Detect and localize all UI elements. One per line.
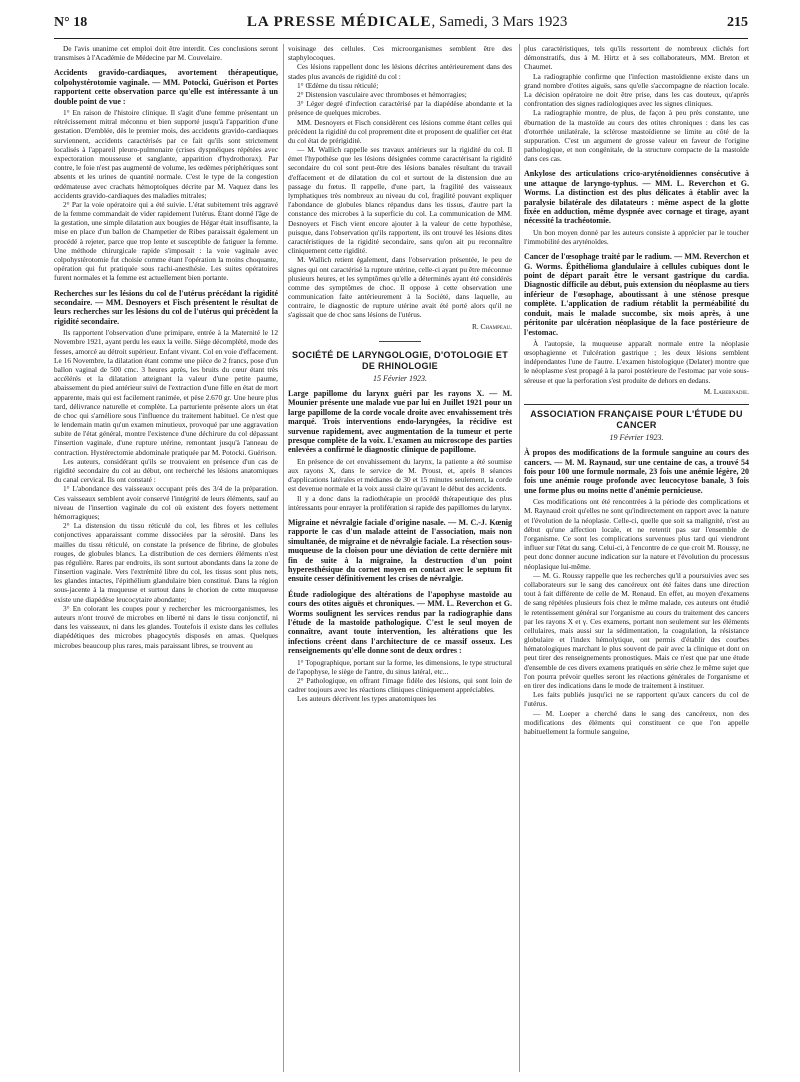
article-heading: Recherches sur les lésions du col de l'utérus précédant la rigidité secondaire. — MM. Desnoyers et Fisch présentent le résultat de leurs recherches sur les lésions du col de l'utérus qui précèdent la rigidité secondaire. — [54, 288, 278, 326]
article-heading: Étude radiologique des altérations de l'apophyse mastoïde au cours des otites aiguës et chroniques. — MM. L. Reverchon et G. Worms soulignent les services rendus par la radiographie dans l'étude de la mastoïde pathologique. C'est le seul moyen de connaître, avant toute intervention, les altérations que les infections créent dans l'architecture de ce massif osseux. Les renseignements qu'elle donne sont de deux ordres : — [288, 589, 512, 656]
paragraph: 1° L'abondance des vaisseaux occupant près des 3/4 de la préparation. Ces vaisseaux semblent avoir conservé l'intégrité de leurs éléments, sauf au niveau de l'insertion vaginale du col où existent des foyers nettement hémorragiques; — [54, 484, 278, 521]
paragraph: À l'autopsie, la muqueuse apparaît normale entre la néoplasie œsophagienne et l'ulcération gastrique ; les deux lésions semblent indépendantes l'une de l'autre. L'examen histologique (Delater) montre que le néoplasme s'est propagé à la paroi postérieure de l'estomac par voie sous-séreuse et que la perforation s'est produite de dehors en dedans. — [524, 338, 749, 385]
section-title: ASSOCIATION FRANÇAISE POUR L'ÉTUDE DU CANCER — [530, 409, 743, 431]
paragraph: Un bon moyen donné par les auteurs consiste à apprécier par le toucher l'immobilité des aryténoïdes. — [524, 227, 749, 247]
article-heading: Ankylose des articulations crico-aryténoïdiennes consécutive à une attaque de laryngo-typhus. — MM. L. Reverchon et G. Worms. La distinction est des plus délicates à établir avec la paralysie bilatérale des dilatateurs : même aspect de la glotte fixée en adduction, même dyspnée avec cornage et tirage, ayant nécessité la trachéotomie. — [524, 169, 749, 226]
column-2 — [288, 44, 512, 1076]
section-divider — [379, 341, 421, 342]
article-heading: Migraine et névralgie faciale d'origine nasale. — M. C.-J. Kœnig rapporte le cas d'un malade atteint de l'association, mais non simultanée, de migraine et de névralgie faciale. La résection sous-muqueuse de la cloison pour une déviation de cette dernière mit fin de suite à la migraine, la destruction d'un point hyperesthésique du cornet moyen en contact avec le septum fit ensuite cesser définitivement les crises de névralgie. — [288, 517, 512, 584]
journal-name: LA PRESSE MÉDICALE — [246, 14, 432, 30]
column-1 — [54, 44, 278, 1076]
paragraph: 2° Par la voie opératoire qui a été suivie. L'état subitement très aggravé de la femme commandait de vider rapidement l'utérus. Étant donné l'âge de la gestation, une simple dilatation aux bougies de Hégar était insuffisante, la mise en place d'un ballon de Champetier de Ribes paraissait également un procédé à rejeter, parce que trop lente et susceptible de fatiguer la femme. Une méthode chirurgicale rapide s'imposait : la voie vaginale avec colpohystérotomie fut choisie comme étant l'opération la moins choquante, opération qui fut pratiquée sous rachi-anesthésie. Les suites opératoires furent normales et la femme est actuellement bien portante. — [54, 199, 278, 283]
paragraph: Ces lésions rappellent donc les lésions décrites antérieurement dans des stades plus avancés de rigidité du col : — [288, 62, 512, 81]
paragraph: De l'avis unanime cet emploi doit être interdit. Ces conclusions seront transmises à l'Académie de Médecine par M. Couvelaire. — [54, 44, 278, 63]
section-divider — [524, 404, 749, 405]
issue-date: , Samedi, 3 Mars 1923 — [431, 14, 568, 30]
column-3 — [524, 44, 749, 1076]
section-title: SOCIÉTÉ DE LARYNGOLOGIE, D'OTOLOGIE ET DE RHINOLOGIE — [291, 349, 509, 371]
paragraph: 1° Œdème du tissu réticulé; — [297, 80, 379, 90]
paragraph: voisinage des cellules. Ces microorganismes semblent être des staphylocoques. — [288, 44, 512, 63]
paragraph: 2° Distension vasculaire avec thromboses et hémorragies; — [297, 89, 467, 99]
paragraph: 1° En raison de l'histoire clinique. Il s'agit d'une femme présentant un rétrécissement mitral méconnu et bien supporté jusqu'à l'apparition d'une gestation. D'emblée, dès le premier mois, des accidents gravido-cardiaques surviennent, accidents caractérisés par ce fait qu'ils sont strictement localisés à l'appareil pleuro-pulmonaire (crises dyspnéiques répétées avec expectoration mousseuse et sanglante, apparition d'hydrothorax). Par contre, le foie n'est pas augmenté de volume, les œdèmes périphériques sont absents et les urines de quantité normale. C'est le type de la congestion œdémateuse avec crachats hémoptoïques décrite par M. Vaquez dans les accidents gravido-cardiaques des maladies mitrales; — [54, 108, 278, 200]
paragraph: Les auteurs décrivent les types anatomiques les — [297, 694, 437, 704]
article-heading: Cancer de l'œsophage traité par le radium. — MM. Reverchon et G. Worms. Épithélioma glandulaire à cellules cubiques dont le point de départ paraît être le versant gastrique du cardia. Diagnostic difficile au début, puis extension du néoplasme au tiers inférieur de l'œsophage, aboutissant à une sténose presque complète. L'application de radium rétablit la perméabilité du conduit, mais le malade succombe, six mois après, à une péritonite par ulcération néoplasique de la face postérieure de l'estomac. — [524, 252, 749, 337]
paragraph: plus caractéristiques, tels qu'ils ressortent de nombreux clichés fort démonstratifs, dus à M. Hirtz et à ses collaborateurs, MM. Breton et Chaumet. — [524, 44, 749, 72]
journal-title — [247, 14, 568, 31]
paragraph: Ils rapportent l'observation d'une primipare, entrée à la Maternité le 12 Novembre 1921, ayant perdu les eaux la veille. Siège décomplété, mode des fesses, amorcé au détroit supérieur. Enfant vivant. Col en voie d'effacement. Le 16 Novembre, la dilatation étant comme une pièce de 2 francs, pose d'un ballon vaginal de 500 cmc. 3 heures après, les bruits du cœur étant très accélérés et la dilatation atteignant la valeur d'une petite paume, abaissement du pied antérieur suivi de l'extraction d'une fille en état de mort apparente, mais qui est facilement ranimée, et pèse 2.670 gr. Une heure plus tard, délivrance naturelle et complète. La parturiente présente alors un état de choc qui s'améliore sous l'influence du traitement habituel. Ce n'est que le lendemain matin qu'un examen minutieux, provoqué par une aggravation subite de l'état général, montre l'existence d'une déchirure du col dépassant l'insertion vaginale, d'une rupture utérine, remontant jusqu'à l'anneau de contraction. Hystérectomie abdominale pratiquée par M. Potocki. Guérison. — [54, 328, 278, 457]
paragraph: La radiographie confirme que l'infection mastoïdienne existe dans un grand nombre d'otites aiguës, sans qu'elle s'accompagne de réaction locale. La décision opératoire ne doit être prise, dans les cas douteux, qu'après confrontation des signes radiologiques avec les signes cliniques. — [524, 71, 749, 109]
paragraph: 2° Pathologique, en offrant l'image fidèle des lésions, qui sont loin de cadrer toujours avec les réactions cliniques cliniquement appréciables. — [288, 676, 512, 695]
article-heading: À propos des modifications de la formule sanguine au cours des cancers. — M. M. Raynaud, sur une centaine de cas, a trouvé 54 fois pour 100 une formule normale, 23 fois une anémie légère, 20 fois une anémie rouge profonde avec leucocytose banale, 3 fois une forme plus ou moins nette d'anémie pernicieuse. — [524, 448, 749, 495]
paragraph: 3° En colorant les coupes pour y rechercher les microorganismes, les auteurs n'ont trouvé de microbes en liberté ni dans le tissu conjonctif, ni dans les vaisseaux, ni dans les glandes. Toutefois il existe dans les cellules diapédétiques des microbes phagocytés disposés en amas. Quelques microbes beaucoup plus rares, mais paraissant libres, se trouvent au — [54, 603, 278, 650]
section-date: 15 Février 1923. — [373, 373, 427, 383]
page-number: 215 — [726, 15, 748, 30]
article-heading: Accidents gravido-cardiaques, avortement thérapeutique, colpohystérotomie vaginale. — MM. Potocki, Guérison et Portes rapportent cette observation parce qu'elle est intéressante à un double point de vue : — [54, 68, 278, 106]
issue-number: N° 18 — [54, 15, 88, 30]
paragraph: Ces modifications ont été rencontrées à la période des complications et M. Raynaud croit qu'elles ne sont qu'indirectement en rapport avec la nature et l'évolution de la néoplasie. Celle-ci, quelle que soit sa malignité, n'est au début qu'une affection locale, et ne retentit pas sur l'ensemble de l'organisme. Ce sont les complications survenues plus tard qui viendront influer sur l'état du sang. Celui-ci, à l'encontre de ce que croit M. Roussy, ne peut donc donner aucune indication sur la nature et l'évolution du processus néoplasique lui-même. — [524, 497, 749, 571]
paragraph: M. Wallich retient également, dans l'observation présentée, le peu de signes qui ont caractérisé la rupture utérine, celle-ci ayant pu être méconnue plusieurs heures, et les symptômes qu'elle a déterminés ayant été considérés comme des symptômes de choc. Il oppose à cette observation une communication faite antérieurement à la Société, dans laquelle, au contraire, le diagnostic de rupture utérine avait été porté alors qu'il ne s'agissait que de choc sans lésions de l'utérus. — [288, 255, 512, 320]
running-header — [54, 14, 748, 39]
paragraph: — M. G. Roussy rappelle que les recherches qu'il a poursuivies avec ses collaborateurs sur le sang des cancéreux ont été faites dans une direction tout à fait différente de celle de M. Renaud. En effet, au moyen d'examens de sang répétées plusieurs fois chez le même malade, ces auteurs ont étudié le retentissement général sur l'organisme au cours du traitement des cancers par les rayons X et γ. Ces examens, portant non seulement sur les éléments cellulaires, mais aussi sur la sédimentation, la coagulation, la résistance globulaire et l'index hémolytique, ont permis d'établir des courbes hématologiques marchant le plus souvent de pair avec la clinique et dont on peut tirer des renseignements pronostiques. Mais ce n'est que par une étude d'ensemble de ces divers examens pratiqués en série chez le même sujet que l'on pourra prévoir quelles seront les réactions générales de l'organisme et en tirer des indications dans le mode de traitement à instituer. — [524, 570, 749, 690]
paragraph: — M. Wallich rappelle ses travaux antérieurs sur la rigidité du col. Il émet l'hypothèse que les lésions désignées comme caractérisant la rigidité secondaire du col sont peut-être des lésions banales résultant du travail d'effacement et de dilatation du col et surtout de la distension due au passage du fœtus. Il rappelle, d'une part, la fragilité des vaisseaux lymphatiques très nombreux au niveau du col, fragilité pouvant expliquer l'abondance de globules blancs répandus dans les tissus, d'autre part la constance des microbes à la superficie du col. La communication de MM. Desnoyers et Fisch vient encore ajouter à la valeur de cette hypothèse, puisque, dans l'observation qu'ils rapportent, ils ont trouvé les lésions dites caractéristiques de la rigidité secondaire, sans qu'on ait pu reconnaître cliniquement cette rigidité. — [288, 145, 512, 256]
paragraph: MM. Desnoyers et Fisch considèrent ces lésions comme étant celles qui précèdent la rigidité du col proprement dite et proposent de qualifier cet état du col état de prérigidité. — [288, 117, 512, 145]
author-signature: M. Labernadie. — [703, 386, 749, 396]
paragraph: 3° Léger degré d'infection caractérisé par la diapédèse abondante et la présence de quelques microbes. — [288, 99, 512, 118]
paragraph: 1° Topographique, portant sur la forme, les dimensions, le type structural de l'apophyse, le siège de l'antre, du sinus latéral, etc... — [288, 657, 512, 676]
author-signature: R. Champeau. — [471, 321, 512, 331]
paragraph: 2° La distension du tissu réticulé du col, les fibres et les cellules conjonctives apparaissant comme dissociées par la sérosité. Dans les mailles du tissu réticulé, on constate la présence de fibrine, de globules rouges, de globules blancs. La distribution de ces derniers éléments n'est pas régulière. Rares par endroits, ils sont surtout abondants dans la zone de l'insertion vaginale. Vers l'extrémité libre du col, les tissus sont plus nets, les glandes intactes, l'épithélium glandulaire bien constitué. Dans la région sous-jacente à la muqueuse et surtout dans le chorion de cette muqueuse existe une diapédèse leucocytaire abondante; — [54, 521, 278, 604]
article-heading: Large papillome du larynx guéri par les rayons X. — M. Mounier présente une malade vue par lui en Juillet 1921 pour un large papillome de la corde vocale droite avec envahissement très marqué. Trois interventions endo-laryngées, la récidive est survenue rapidement, avec augmentation de la tumeur et perte presque complète de la voix. L'examen au microscope des parties enlevées a confirmé le diagnostic clinique de papillome. — [288, 389, 512, 455]
paragraph: Les faits publiés jusqu'ici ne se rapportent qu'aux cancers du col de l'utérus. — [524, 690, 749, 709]
column-rule — [519, 44, 520, 1072]
paragraph: — M. Loeper a cherché dans le sang des cancéreux, non des modifications des éléments qui constituent ce que l'on appelle habituellement la formule sanguine, — [524, 708, 749, 736]
paragraph: Les auteurs, considérant qu'ils se trouvaient en présence d'un cas de rigidité secondaire du col au début, ont recherché les lésions anatomiques du canal cervical. Ils ont constaté : — [54, 456, 278, 485]
paragraph: En présence de cet envahissement du larynx, la patiente a été soumise aux rayons X, dans le service de M. Proust, et, après 8 séances d'applications latérales et médianes de 30 et 15 minutes seulement, la corde est devenue normale et la voix aussi claire qu'avant le début des accidents. — [288, 456, 512, 494]
paragraph: La radiographie montre, de plus, de façon à peu près constante, une éburnation de la mastoïde au cours des otites chroniques : dans les cas d'otorrhée unilatérale, la sclérose mastoïdienne se limite au côté de la suppuration. C'est un argument de grosse valeur en faveur de l'origine pathologique, et non congénitale, de la structure compacte de la mastoïde dans ces cas. — [524, 108, 749, 164]
column-rule — [283, 44, 284, 1072]
paragraph: Il y a donc dans la radiothérapie un procédé thérapeutique des plus intéressants pour enrayer la prolifération si rapide des papillomes du larynx. — [288, 493, 512, 512]
section-date: 19 Février 1923. — [609, 433, 664, 443]
